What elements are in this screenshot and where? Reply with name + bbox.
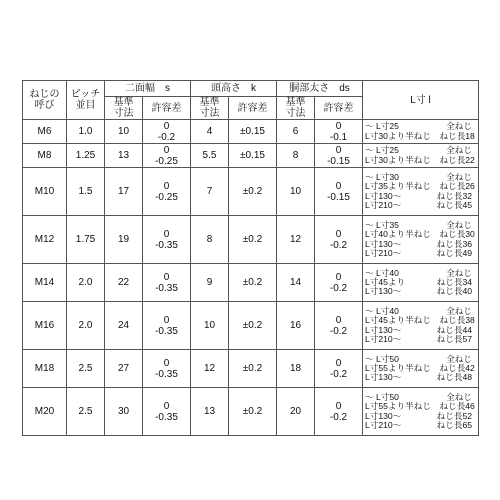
length-range: ～ L寸40 xyxy=(365,267,399,278)
cell-ds-value: 20 xyxy=(289,406,302,417)
header-size xyxy=(23,81,67,120)
length-line xyxy=(365,287,478,296)
length-line xyxy=(365,373,478,382)
length-range: L寸130～ xyxy=(365,286,402,297)
cell-k xyxy=(191,168,229,216)
cell-ds-value: 10 xyxy=(289,186,302,197)
cell-k-value: 9 xyxy=(206,277,213,288)
cell-ds-value: 14 xyxy=(289,277,302,288)
cell-k-value: 5.5 xyxy=(202,150,217,161)
cell-length xyxy=(363,302,479,350)
cell-s-tol-value: 0 xyxy=(163,144,170,156)
length-range: ～ L寸25 xyxy=(365,121,399,132)
cell-size xyxy=(23,120,67,144)
cell-ds-tol xyxy=(315,120,363,144)
bolt-spec-table xyxy=(22,80,479,436)
cell-size-value: M6 xyxy=(37,126,52,137)
length-type: 半ねじ ねじ長38 xyxy=(405,315,475,326)
table-row xyxy=(23,302,479,350)
cell-ds-tol-value: 0 xyxy=(335,400,342,412)
table-row xyxy=(23,216,479,264)
cell-pitch-value: 1.25 xyxy=(75,150,96,161)
cell-s xyxy=(105,388,143,436)
cell-k-tol-value: ±0.2 xyxy=(242,186,263,197)
cell-s xyxy=(105,350,143,388)
header-basic-line2: 寸法 xyxy=(113,108,134,119)
cell-ds-value: 18 xyxy=(289,363,302,374)
length-type: ねじ長49 xyxy=(436,247,472,258)
length-range: ～ L寸25 xyxy=(365,145,399,156)
cell-size xyxy=(23,302,67,350)
header-length: L寸 l xyxy=(363,81,479,120)
cell-k-tol xyxy=(229,264,277,302)
cell-k xyxy=(191,388,229,436)
cell-ds-tol xyxy=(315,216,363,264)
length-type: ねじ長57 xyxy=(436,333,472,344)
length-range: L寸210～ xyxy=(365,333,402,344)
cell-length xyxy=(363,388,479,436)
length-type: 半ねじ ねじ長46 xyxy=(405,401,475,412)
length-type: 全ねじ xyxy=(446,306,472,317)
length-range: ～ L寸30 xyxy=(365,172,399,183)
cell-s-tol-value: -0.25 xyxy=(155,155,178,167)
cell-k-tol-value: ±0.15 xyxy=(240,150,265,161)
cell-s-tol-value: -0.35 xyxy=(155,411,178,423)
cell-ds-tol xyxy=(315,388,363,436)
cell-pitch xyxy=(67,168,105,216)
cell-s-tol-value: 0 xyxy=(163,314,170,326)
cell-k xyxy=(191,216,229,264)
header-ds-group: 胴部太さ ds xyxy=(277,81,363,97)
length-type: 半ねじ ねじ長26 xyxy=(405,181,475,192)
cell-length xyxy=(363,168,479,216)
length-range: L寸210～ xyxy=(365,247,402,258)
table-body xyxy=(23,120,479,436)
header-s-tolerance: 許容差 xyxy=(143,97,191,120)
cell-k-tol-value: ±0.2 xyxy=(242,277,263,288)
cell-pitch xyxy=(67,350,105,388)
length-range: L寸30より xyxy=(365,154,406,165)
cell-k-value: 13 xyxy=(203,406,216,417)
length-type: 全ねじ xyxy=(446,392,472,403)
cell-ds xyxy=(277,144,315,168)
cell-k-value: 8 xyxy=(206,234,213,245)
cell-ds-tol xyxy=(315,264,363,302)
cell-ds xyxy=(277,264,315,302)
length-range: L寸130～ xyxy=(365,238,402,249)
cell-k-tol xyxy=(229,144,277,168)
cell-length xyxy=(363,264,479,302)
length-type: ねじ長48 xyxy=(436,372,472,383)
header-basic-line2: 寸法 xyxy=(285,108,306,119)
cell-ds-tol-value: -0.2 xyxy=(329,368,348,380)
length-type: ねじ長32 xyxy=(436,190,472,201)
cell-ds xyxy=(277,350,315,388)
cell-k xyxy=(191,120,229,144)
cell-s xyxy=(105,216,143,264)
length-line xyxy=(365,249,478,258)
cell-ds-tol xyxy=(315,168,363,216)
length-range: L寸130～ xyxy=(365,324,402,335)
cell-k xyxy=(191,302,229,350)
cell-s xyxy=(105,302,143,350)
length-range: L寸210～ xyxy=(365,419,402,430)
header-k-basic xyxy=(191,97,229,120)
cell-ds-tol-value: -0.2 xyxy=(329,239,348,251)
cell-pitch xyxy=(67,216,105,264)
cell-pitch-value: 2.0 xyxy=(78,320,93,331)
cell-k xyxy=(191,264,229,302)
cell-ds-tol-value: 0 xyxy=(335,357,342,369)
cell-ds xyxy=(277,120,315,144)
cell-s-value: 22 xyxy=(117,277,130,288)
length-range: L寸55より xyxy=(365,362,406,373)
cell-ds-tol-value: -0.1 xyxy=(329,131,348,143)
cell-k-tol xyxy=(229,302,277,350)
cell-s-tol-value: -0.35 xyxy=(155,325,178,337)
cell-ds-value: 12 xyxy=(289,234,302,245)
length-range: L寸35より xyxy=(365,181,406,192)
cell-pitch-value: 1.5 xyxy=(78,186,93,197)
cell-size-value: M20 xyxy=(34,406,55,417)
length-range: L寸210～ xyxy=(365,199,402,210)
header-k-group: 頭高さ k xyxy=(191,81,277,97)
cell-size-value: M10 xyxy=(34,186,55,197)
cell-s-tol-value: -0.2 xyxy=(157,131,176,143)
length-range: L寸130～ xyxy=(365,410,402,421)
length-type: ねじ長36 xyxy=(436,238,472,249)
table-row xyxy=(23,120,479,144)
header-basic-line2: 寸法 xyxy=(199,108,220,119)
table-row xyxy=(23,144,479,168)
cell-ds-value: 16 xyxy=(289,320,302,331)
length-type: 半ねじ ねじ長18 xyxy=(405,130,475,141)
cell-s-tol xyxy=(143,120,191,144)
length-range: ～ L寸50 xyxy=(365,392,399,403)
cell-ds-tol xyxy=(315,144,363,168)
cell-ds-tol-value: -0.15 xyxy=(327,155,350,167)
header-basic-line1: 基準 xyxy=(285,97,306,108)
header-ds-tolerance: 許容差 xyxy=(315,97,363,120)
header-s-basic xyxy=(105,97,143,120)
cell-ds-tol-value: 0 xyxy=(335,144,342,156)
cell-s-tol xyxy=(143,144,191,168)
cell-k-tol xyxy=(229,388,277,436)
cell-s xyxy=(105,120,143,144)
cell-s-tol-value: -0.35 xyxy=(155,368,178,380)
length-range: L寸45より xyxy=(365,315,406,326)
header-size-line1: ねじの xyxy=(29,89,60,100)
header-size-line2: 呼び xyxy=(34,100,55,111)
cell-s-tol-value: 0 xyxy=(163,180,170,192)
cell-size xyxy=(23,350,67,388)
cell-k-tol-value: ±0.2 xyxy=(242,234,263,245)
cell-k-tol xyxy=(229,120,277,144)
length-range: L寸55より xyxy=(365,401,406,412)
cell-size-value: M8 xyxy=(37,150,52,161)
cell-ds-tol-value: -0.2 xyxy=(329,411,348,423)
cell-s-tol xyxy=(143,264,191,302)
header-basic-line1: 基準 xyxy=(199,97,220,108)
cell-pitch xyxy=(67,302,105,350)
cell-pitch-value: 1.0 xyxy=(78,126,93,137)
cell-k-tol xyxy=(229,168,277,216)
cell-ds-value: 8 xyxy=(292,150,299,161)
cell-ds-tol-value: 0 xyxy=(335,120,342,132)
cell-size-value: M14 xyxy=(34,277,55,288)
cell-s-tol xyxy=(143,302,191,350)
cell-k-tol xyxy=(229,350,277,388)
length-range: ～ L寸35 xyxy=(365,220,399,231)
cell-ds-tol xyxy=(315,350,363,388)
length-type: 全ねじ xyxy=(446,220,472,231)
length-range: L寸30より xyxy=(365,130,406,141)
cell-s-value: 13 xyxy=(117,150,130,161)
header-row-1 xyxy=(23,81,479,97)
table-row xyxy=(23,168,479,216)
cell-size xyxy=(23,216,67,264)
cell-length xyxy=(363,120,479,144)
length-range: L寸40より xyxy=(365,229,406,240)
cell-s-value: 30 xyxy=(117,406,130,417)
cell-ds-tol-value: 0 xyxy=(335,271,342,283)
cell-s xyxy=(105,168,143,216)
cell-k xyxy=(191,350,229,388)
length-type: 全ねじ xyxy=(446,145,472,156)
cell-pitch xyxy=(67,388,105,436)
cell-s-tol xyxy=(143,216,191,264)
cell-s xyxy=(105,264,143,302)
cell-k xyxy=(191,144,229,168)
cell-s-tol-value: -0.35 xyxy=(155,239,178,251)
cell-s-tol xyxy=(143,168,191,216)
cell-size xyxy=(23,264,67,302)
cell-s xyxy=(105,144,143,168)
cell-size xyxy=(23,168,67,216)
length-line xyxy=(365,421,478,430)
cell-s-value: 17 xyxy=(117,186,130,197)
cell-size-value: M12 xyxy=(34,234,55,245)
cell-pitch-value: 2.5 xyxy=(78,406,93,417)
length-range: L寸45より xyxy=(365,276,406,287)
header-s-group: 二面幅 s xyxy=(105,81,191,97)
cell-k-tol-value: ±0.2 xyxy=(242,406,263,417)
length-type: 全ねじ xyxy=(446,121,472,132)
cell-size-value: M18 xyxy=(34,363,55,374)
cell-pitch xyxy=(67,144,105,168)
cell-length xyxy=(363,144,479,168)
cell-s-tol xyxy=(143,350,191,388)
length-type: ねじ長45 xyxy=(436,199,472,210)
cell-ds-tol-value: -0.2 xyxy=(329,325,348,337)
cell-ds-value: 6 xyxy=(292,126,299,137)
length-type: ねじ長40 xyxy=(436,286,472,297)
cell-pitch-value: 2.0 xyxy=(78,277,93,288)
cell-ds xyxy=(277,216,315,264)
cell-s-tol xyxy=(143,388,191,436)
cell-s-value: 27 xyxy=(117,363,130,374)
cell-s-tol-value: 0 xyxy=(163,120,170,132)
cell-ds-tol xyxy=(315,302,363,350)
cell-size-value: M16 xyxy=(34,320,55,331)
header-k-tolerance: 許容差 xyxy=(229,97,277,120)
length-type: 全ねじ xyxy=(446,267,472,278)
length-type: 全ねじ xyxy=(446,172,472,183)
cell-ds-tol-value: -0.15 xyxy=(327,191,350,203)
length-type: 半ねじ ねじ長30 xyxy=(405,229,475,240)
cell-ds xyxy=(277,388,315,436)
cell-k-value: 4 xyxy=(206,126,213,137)
header-pitch-line1: ピッチ xyxy=(70,89,101,100)
length-type: ねじ長44 xyxy=(436,324,472,335)
cell-length xyxy=(363,350,479,388)
cell-k-value: 12 xyxy=(203,363,216,374)
cell-s-tol-value: -0.25 xyxy=(155,191,178,203)
cell-s-tol-value: 0 xyxy=(163,271,170,283)
header-ds-basic xyxy=(277,97,315,120)
length-type: ねじ長65 xyxy=(436,419,472,430)
length-range: L寸130～ xyxy=(365,372,402,383)
length-line xyxy=(365,156,478,165)
table-row xyxy=(23,388,479,436)
cell-size xyxy=(23,388,67,436)
cell-k-value: 10 xyxy=(203,320,216,331)
length-line xyxy=(365,132,478,141)
cell-ds-tol-value: 0 xyxy=(335,228,342,240)
length-line xyxy=(365,201,478,210)
cell-s-tol-value: 0 xyxy=(163,357,170,369)
spec-table-container xyxy=(22,80,478,436)
cell-pitch-value: 1.75 xyxy=(75,234,96,245)
length-type: 半ねじ ねじ長22 xyxy=(405,154,475,165)
cell-s-tol-value: 0 xyxy=(163,400,170,412)
length-line xyxy=(365,335,478,344)
header-basic-line1: 基準 xyxy=(113,97,134,108)
cell-s-value: 10 xyxy=(117,126,130,137)
cell-k-tol-value: ±0.2 xyxy=(242,363,263,374)
length-type: 半ねじ ねじ長42 xyxy=(405,362,475,373)
cell-ds-tol-value: -0.2 xyxy=(329,282,348,294)
length-range: ～ L寸40 xyxy=(365,306,399,317)
length-type: ねじ長52 xyxy=(436,410,472,421)
cell-length xyxy=(363,216,479,264)
length-range: L寸130～ xyxy=(365,190,402,201)
length-type: 全ねじ xyxy=(446,353,472,364)
table-row xyxy=(23,350,479,388)
cell-k-tol-value: ±0.15 xyxy=(240,126,265,137)
cell-k-tol-value: ±0.2 xyxy=(242,320,263,331)
cell-pitch xyxy=(67,264,105,302)
header-pitch-line2: 並目 xyxy=(75,100,96,111)
cell-k-tol xyxy=(229,216,277,264)
cell-s-tol-value: 0 xyxy=(163,228,170,240)
cell-s-value: 19 xyxy=(117,234,130,245)
cell-ds-tol-value: 0 xyxy=(335,314,342,326)
cell-ds xyxy=(277,168,315,216)
cell-s-value: 24 xyxy=(117,320,130,331)
table-row xyxy=(23,264,479,302)
cell-ds xyxy=(277,302,315,350)
cell-pitch xyxy=(67,120,105,144)
cell-pitch-value: 2.5 xyxy=(78,363,93,374)
length-type: ねじ長34 xyxy=(436,276,472,287)
length-range: ～ L寸50 xyxy=(365,353,399,364)
cell-k-value: 7 xyxy=(206,186,213,197)
header-pitch xyxy=(67,81,105,120)
cell-size xyxy=(23,144,67,168)
cell-ds-tol-value: 0 xyxy=(335,180,342,192)
cell-s-tol-value: -0.35 xyxy=(155,282,178,294)
